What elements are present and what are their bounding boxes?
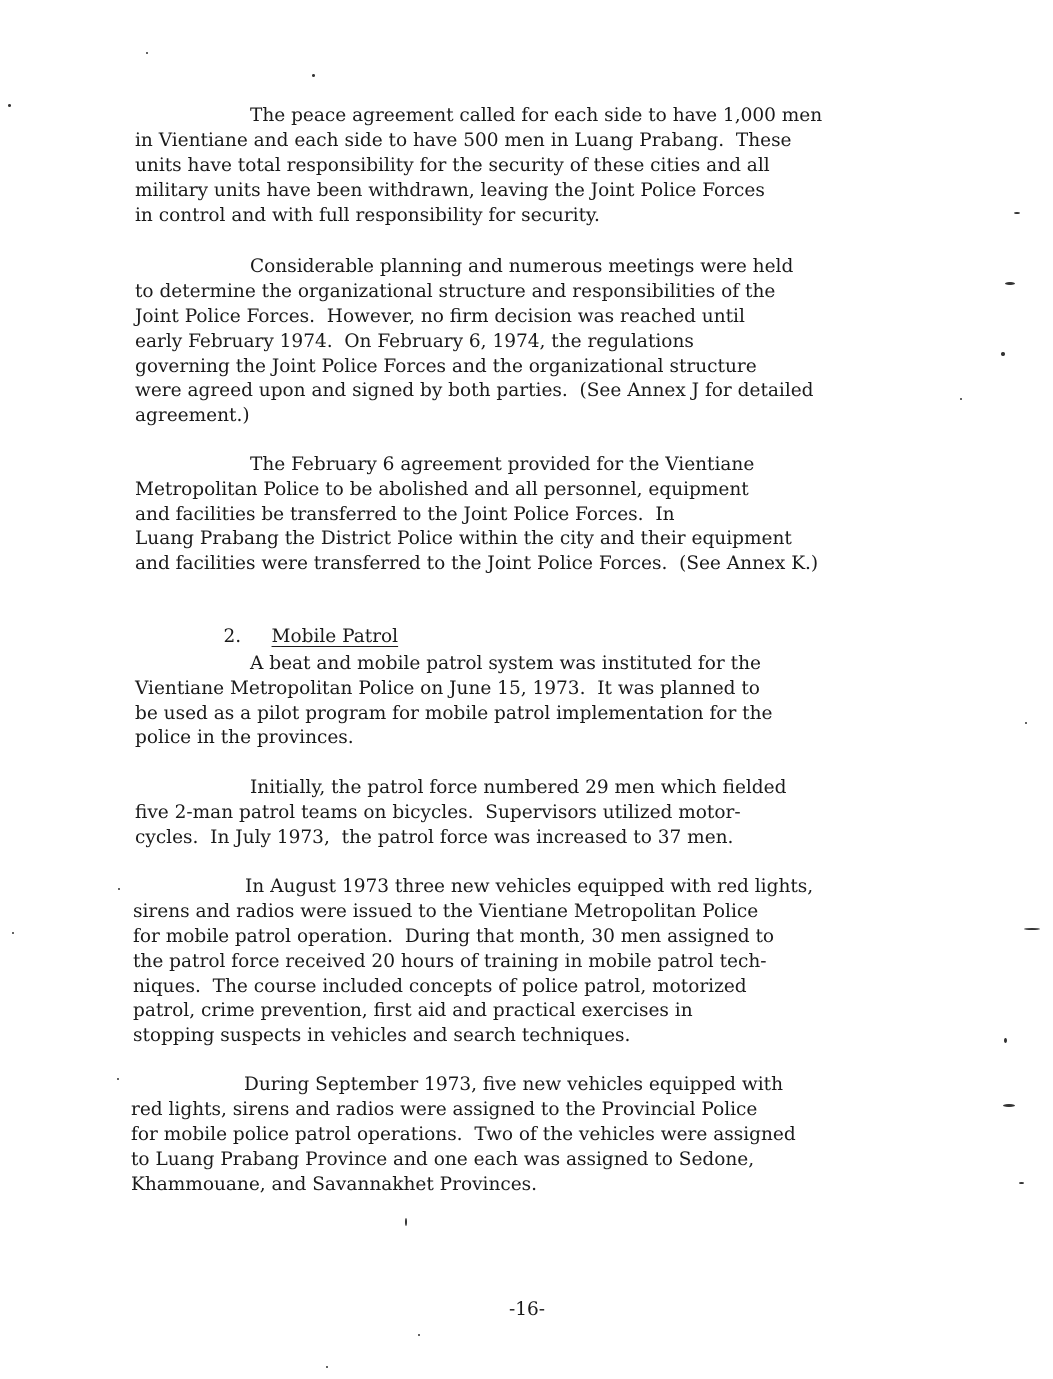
text-line: in control and with full responsibility for security. <box>135 205 600 226</box>
text-line: agreement.) <box>135 405 250 426</box>
text-line: Metropolitan Police to be abolished and all personnel, equipment <box>135 479 749 500</box>
text-line: Initially, the patrol force numbered 29 men which fielded <box>250 777 787 798</box>
text-line: During September 1973, five new vehicles equipped with <box>244 1074 784 1095</box>
text-line: for mobile patrol operation. During that month, 30 men assigned to <box>133 926 775 947</box>
text-line: military units have been withdrawn, leaving the Joint Police Forces <box>135 180 765 201</box>
text-line: cycles. In July 1973, the patrol force was increased to 37 men. <box>135 827 734 848</box>
text-line: in Vientiane and each side to have 500 men in Luang Prabang. These <box>135 130 792 151</box>
text-line: and facilities were transferred to the Joint Police Forces. (See Annex K.) <box>135 553 819 574</box>
text-line: stopping suspects in vehicles and search techniques. <box>133 1025 631 1046</box>
text-line: governing the Joint Police Forces and the organizational structure <box>135 356 757 377</box>
text-line: In August 1973 three new vehicles equipped with red lights, <box>245 876 814 897</box>
text-line: were agreed upon and signed by both parties. (See Annex J for detailed <box>135 380 814 401</box>
text-line: The February 6 agreement provided for the Vientiane <box>250 454 755 475</box>
text-line: patrol, crime prevention, first aid and practical exercises in <box>133 1000 693 1021</box>
section-number: 2. <box>223 626 242 647</box>
text-line: and facilities be transferred to the Joint Police Forces. In <box>135 504 675 525</box>
text-line: units have total responsibility for the security of these cities and all <box>135 155 770 176</box>
text-line: five 2-man patrol teams on bicycles. Supervisors utilized motor- <box>135 802 741 823</box>
text-line: be used as a pilot program for mobile patrol implementation for the <box>135 703 773 724</box>
text-line: for mobile police patrol operations. Two of the vehicles were assigned <box>131 1124 796 1145</box>
text-line: Vientiane Metropolitan Police on June 15, 1973. It was planned to <box>135 678 760 699</box>
text-line: early February 1974. On February 6, 1974, the regulations <box>135 331 694 352</box>
text-line: The peace agreement called for each side to have 1,000 men <box>250 105 823 126</box>
text-line: police in the provinces. <box>135 727 354 748</box>
text-line: sirens and radios were issued to the Vientiane Metropolitan Police <box>133 901 759 922</box>
text-line: to determine the organizational structure and responsibilities of the <box>135 281 776 302</box>
text-line: Khammouane, and Savannakhet Provinces. <box>131 1174 538 1195</box>
text-line: red lights, sirens and radios were assigned to the Provincial Police <box>131 1099 758 1120</box>
text-line: A beat and mobile patrol system was instituted for the <box>250 653 761 674</box>
text-line: the patrol force received 20 hours of training in mobile patrol tech- <box>133 951 767 972</box>
text-line: niques. The course included concepts of police patrol, motorized <box>133 976 747 997</box>
text-line: to Luang Prabang Province and one each was assigned to Sedone, <box>131 1149 755 1170</box>
text-line: Luang Prabang the District Police within the city and their equipment <box>135 528 792 549</box>
text-line: Joint Police Forces. However, no firm decision was reached until <box>135 306 745 327</box>
page-number: -16- <box>509 1299 546 1320</box>
section-title: Mobile Patrol <box>271 626 399 647</box>
text-line: Considerable planning and numerous meetings were held <box>250 256 794 277</box>
